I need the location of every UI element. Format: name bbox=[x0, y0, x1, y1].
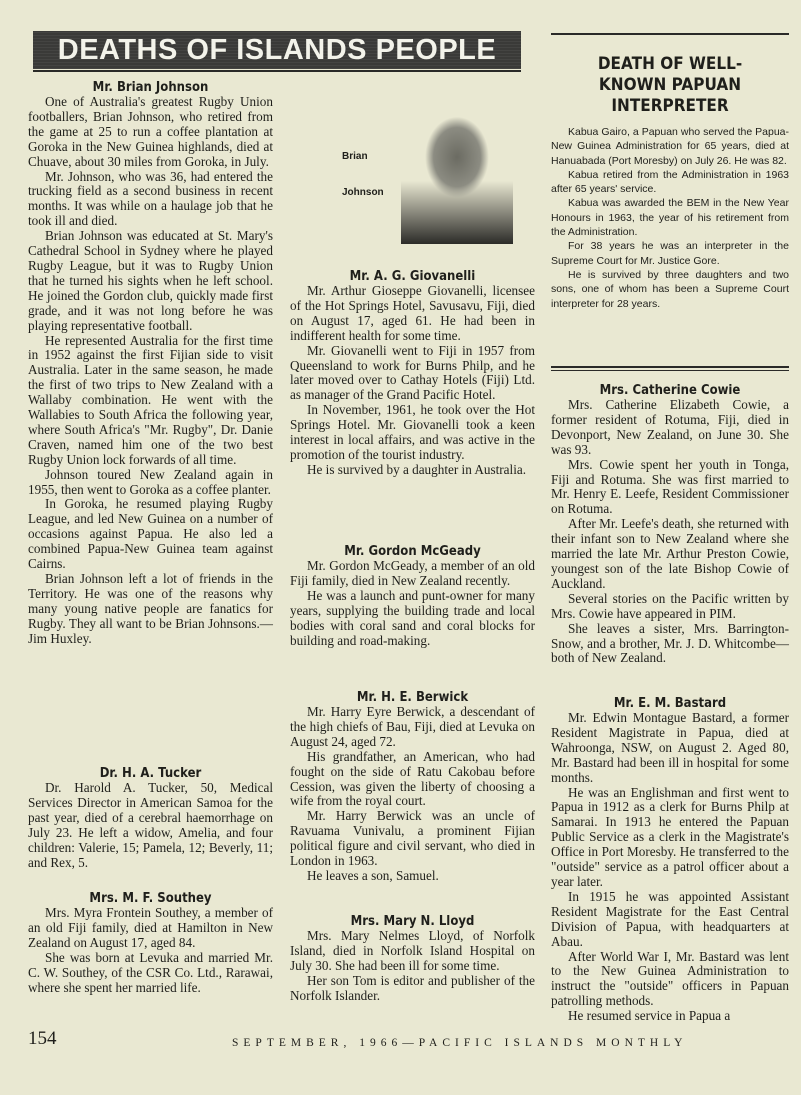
paragraph: Brian Johnson left a lot of friends in the Territory. He was one of the reasons why many young native people are fanatics for Rugby. They all want to be Brian Johnsons.—Jim Huxley. bbox=[28, 571, 273, 646]
article-heading: DEATH OF WELL-KNOWN PAPUAN INTERPRETER bbox=[597, 54, 743, 116]
paragraph: She was born at Levuka and married Mr. C. W. Southey, of the CSR Co. Ltd., Rarawai, where she spent her married life. bbox=[28, 949, 273, 995]
obituary-heading: Mr. H. E. Berwick bbox=[356, 690, 469, 705]
banner-rule bbox=[33, 70, 521, 72]
obituary-berwick bbox=[290, 690, 535, 884]
obituary-bastard bbox=[551, 696, 789, 1024]
paragraph: Brian Johnson was educated at St. Mary's Cathedral School in Sydney where he played Rugby League, but it was to Rugby Union that he turned his sights when he left school. He joined the Gordon club, quickly made first grade, and it was not long before he was playing representative football. bbox=[28, 228, 273, 333]
paragraph: In 1915 he was appointed Assistant Resident Magistrate for the East Central Division of Papua, with headquarters at Abau. bbox=[551, 888, 789, 949]
paragraph: Mrs. Cowie spent her youth in Tonga, Fiji and Rotuma. She was first married to Mr. Henry E. Leefe, Resident Commissioner on Rotuma. bbox=[551, 456, 789, 517]
paragraph: Mrs. Myra Frontein Southey, a member of an old Fiji family, died at Hamilton in New Zealand on August 17, aged 84. bbox=[28, 905, 273, 950]
obituary-heading: Mrs. Mary N. Lloyd bbox=[350, 914, 475, 929]
obituary-heading: Mr. A. G. Giovanelli bbox=[349, 269, 476, 284]
obituary-giovanelli bbox=[290, 269, 535, 478]
paragraph: Several stories on the Pacific written by Mrs. Cowie have appeared in PIM. bbox=[551, 590, 789, 621]
paragraph: Her son Tom is editor and publisher of the Norfolk Islander. bbox=[290, 972, 535, 1003]
paragraph: Mrs. Catherine Elizabeth Cowie, a former resident of Rotuma, Fiji, died in Devonport, New Zealand, on June 30. She was 93. bbox=[551, 397, 789, 457]
paragraph: In Goroka, he resumed playing Rugby League, and led New Guinea on a number of occasions against Papua. He also led a combined Papua-New Guinea team against Cairns. bbox=[28, 496, 273, 572]
photo-caption-first: Brian bbox=[342, 151, 368, 162]
paragraph: He was a launch and punt-owner for many years, supplying the building trade and local bodies with coral sand and coral blocks for building and road-making. bbox=[290, 587, 535, 648]
section-rule-thin bbox=[551, 370, 789, 371]
paragraph: He is survived by three daughters and two sons, one of whom has been a Supreme Court interpreter for 28 years. bbox=[551, 268, 789, 310]
publication-line: SEPTEMBER, 1966—PACIFIC ISLANDS MONTHLY bbox=[232, 1037, 688, 1049]
paragraph: Mr. Giovanelli went to Fiji in 1957 from Queensland to work for Burns Philp, and he later moved over to Cathay Hotels (Fiji) Ltd. as manager of the Grand Pacific Hotel. bbox=[290, 342, 535, 403]
paragraph: He represented Australia for the first time in 1952 against the first Fijian side to visit Australia. Later in the same season, he made the first of two trips to New Zealand with a Wallaby combination. He went with the Wallabies to South Africa the following year, where South Africa's "Mr. Rugby", Dr. Danie Craven, named him one of the two best Rugby Union lock forwards of all time. bbox=[28, 332, 273, 467]
obituary-heading: Mrs. M. F. Southey bbox=[89, 891, 212, 906]
paragraph: He leaves a son, Samuel. bbox=[307, 867, 439, 883]
photo-caption-last: Johnson bbox=[342, 187, 384, 198]
paragraph: One of Australia's greatest Rugby Union footballers, Brian Johnson, who retired from the game at 25 to run a coffee plantation at Goroka in the New Guinea highlands, died at Chuave, about 30 miles from Goroka, in July. bbox=[28, 94, 273, 169]
paragraph: Mr. Arthur Gioseppe Giovanelli, licensee of the Hot Springs Hotel, Savusavu, Fiji, died on August 17, aged 61. He had been in indifferent health for some time. bbox=[290, 283, 535, 343]
paragraph: Johnson toured New Zealand again in 1955, then went to Goroka as a coffee planter. bbox=[28, 466, 273, 497]
paragraph: In November, 1961, he took over the Hot Springs Hotel. Mr. Giovanelli took a keen interest in local affairs, and was active in the promotion of the tourist industry. bbox=[290, 402, 535, 462]
page-number: 154 bbox=[28, 1028, 57, 1049]
obituary-cowie bbox=[551, 383, 789, 666]
paragraph: She leaves a sister, Mrs. Barrington-Snow, and a brother, Mr. J. D. Whitcombe—both of New Zealand. bbox=[551, 620, 789, 666]
obituary-lloyd bbox=[290, 914, 535, 1004]
paragraph: Mr. Harry Eyre Berwick, a descendant of the high chiefs of Bau, Fiji, died at Levuka on August 24, aged 72. bbox=[290, 704, 535, 749]
paragraph: After World War I, Mr. Bastard was lent to the New Guinea Administration to instruct the "outside" officers in Papuan patrolling methods. bbox=[551, 948, 789, 1009]
paragraph: He was an Englishman and first went to Papua in 1912 as a clerk for Burns Philp at Samarai. In 1913 he entered the Papuan Public Service as a clerk in the Magistrate's Office in Port Moresby. He transferred to the "outside" service as a patrol officer about a year later. bbox=[551, 784, 789, 889]
paragraph: Mr. Gordon McGeady, a member of an old Fiji family, died in New Zealand recently. bbox=[290, 558, 535, 588]
paragraph: After Mr. Leefe's death, she returned with their infant son to New Zealand where she married the late Mr. Arthur Preston Cowie, youngest son of the late Bishop Cowie of Auckland. bbox=[551, 516, 789, 591]
obituary-heading: Mrs. Catherine Cowie bbox=[599, 383, 741, 398]
page-banner: DEATHS OF ISLANDS PEOPLE bbox=[33, 31, 521, 69]
obituary-mcgeady bbox=[290, 544, 535, 648]
paragraph: He is survived by a daughter in Australia. bbox=[307, 461, 527, 477]
section-rule bbox=[551, 366, 789, 368]
portrait-photo bbox=[401, 86, 513, 244]
obituary-tucker bbox=[28, 766, 273, 870]
paragraph: Mr. Edwin Montague Bastard, a former Resident Magistrate in Papua, died at Wahroonga, NSW, on August 2. Aged 80, Mr. Bastard had been ill in hospital for some months. bbox=[551, 710, 789, 785]
obituary-southey bbox=[28, 891, 273, 995]
paragraph: He resumed service in Papua a bbox=[568, 1008, 731, 1024]
paragraph: Kabua was awarded the BEM in the New Year Honours in 1963, the year of his retirement from the Administration. bbox=[551, 197, 789, 239]
paragraph: For 38 years he was an interpreter in the Supreme Court for Mr. Justice Gore. bbox=[551, 240, 789, 267]
obituary-heading: Mr. E. M. Bastard bbox=[613, 696, 727, 711]
top-rule bbox=[551, 33, 789, 35]
obituary-heading: Mr. Gordon McGeady bbox=[344, 544, 481, 559]
article-interpreter bbox=[551, 54, 789, 311]
paragraph: Mrs. Mary Nelmes Lloyd, of Norfolk Island, died in Norfolk Island Hospital on July 30. She had been ill for some time. bbox=[290, 928, 535, 973]
obituary-brian-johnson bbox=[28, 80, 273, 647]
paragraph: Mr. Harry Berwick was an uncle of Ravuama Vunivalu, a prominent Fijian political figure and civil servant, who died in London in 1963. bbox=[290, 808, 535, 869]
paragraph: Kabua Gairo, a Papuan who served the Papua-New Guinea Administration for 65 years, died at Hanuabada (Port Moresby) on July 26. He was 82. bbox=[551, 126, 789, 167]
obituary-heading: Mr. Brian Johnson bbox=[92, 80, 209, 95]
paragraph: Kabua retired from the Administration in 1963 after 65 years' service. bbox=[551, 168, 789, 196]
paragraph: Dr. Harold A. Tucker, 50, Medical Services Director in American Samoa for the past year, died of a cerebral haemorrhage on July 23. He left a widow, Amelia, and four children: Valerie, 15; Pamela, 12; Beverly, 11; and Rex, 5. bbox=[28, 780, 273, 870]
obituary-heading: Dr. H. A. Tucker bbox=[99, 766, 202, 781]
paragraph: His grandfather, an American, who had fought on the side of Ratu Cakobau before Cession, was given the liberty of choosing a wife from the royal court. bbox=[290, 748, 535, 809]
paragraph: Mr. Johnson, who was 36, had entered the trucking field as a second business in recent months. It was while on a haulage job that he took ill and died. bbox=[28, 168, 273, 229]
